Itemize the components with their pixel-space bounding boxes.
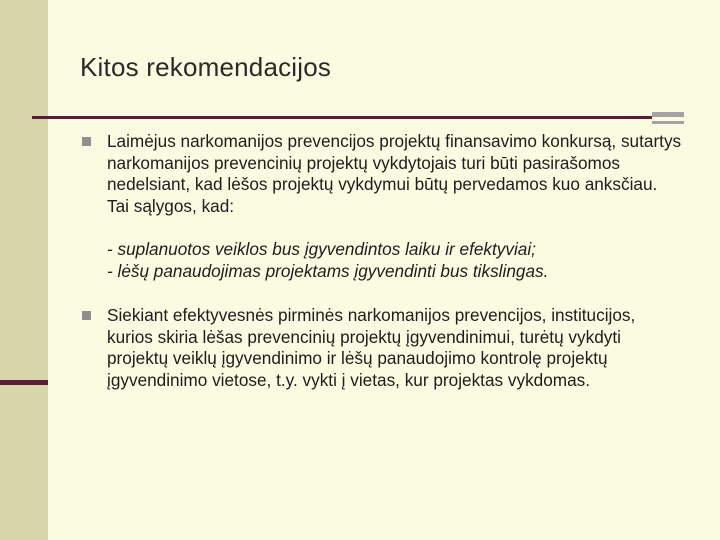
- sub-list: [107, 239, 682, 282]
- left-decorative-band: [0, 0, 48, 540]
- title-underline-gray-thin-segment: [652, 121, 684, 124]
- bullet-item: [82, 131, 682, 217]
- sub-item: - lėšų panaudojimas projektams įgyvendinti bus tikslingas.: [107, 260, 549, 281]
- left-accent-bar: [0, 380, 48, 385]
- bullet-text: Siekiant efektyvesnės pirminės narkomanijos prevencijos, institucijos, kurios skiria lėšas prevencinių projektų įgyvendinimui, turėtų vykdyti projektų veiklų įgyvendinimo ir lėšų panaudojimo kontrolę projektų įgyvendinimo vietose, t.y. vykti į vietas, kur projektas vykdomas.: [107, 305, 636, 390]
- bullet-text: Laimėjus narkomanijos prevencijos projektų finansavimo konkursą, sutartys narkomanijos prevencinių projektų vykdytojais turi būti pasirašomos nedelsiant, kad lėšos projektų vykdymui būtų pervedamos kuo anksčiau. Tai sąlygos, kad:: [107, 131, 682, 216]
- title-underline-gray-segment: [652, 112, 684, 117]
- sub-item: - suplanuotos veiklos bus įgyvendintos laiku ir efektyviai;: [107, 239, 536, 259]
- square-bullet-icon: [82, 137, 91, 146]
- bullet-item: [82, 305, 682, 391]
- square-bullet-icon: [82, 311, 91, 320]
- slide-title: Kitos rekomendacijos: [80, 52, 332, 82]
- slide-body: [82, 131, 682, 391]
- title-underline: [32, 116, 652, 119]
